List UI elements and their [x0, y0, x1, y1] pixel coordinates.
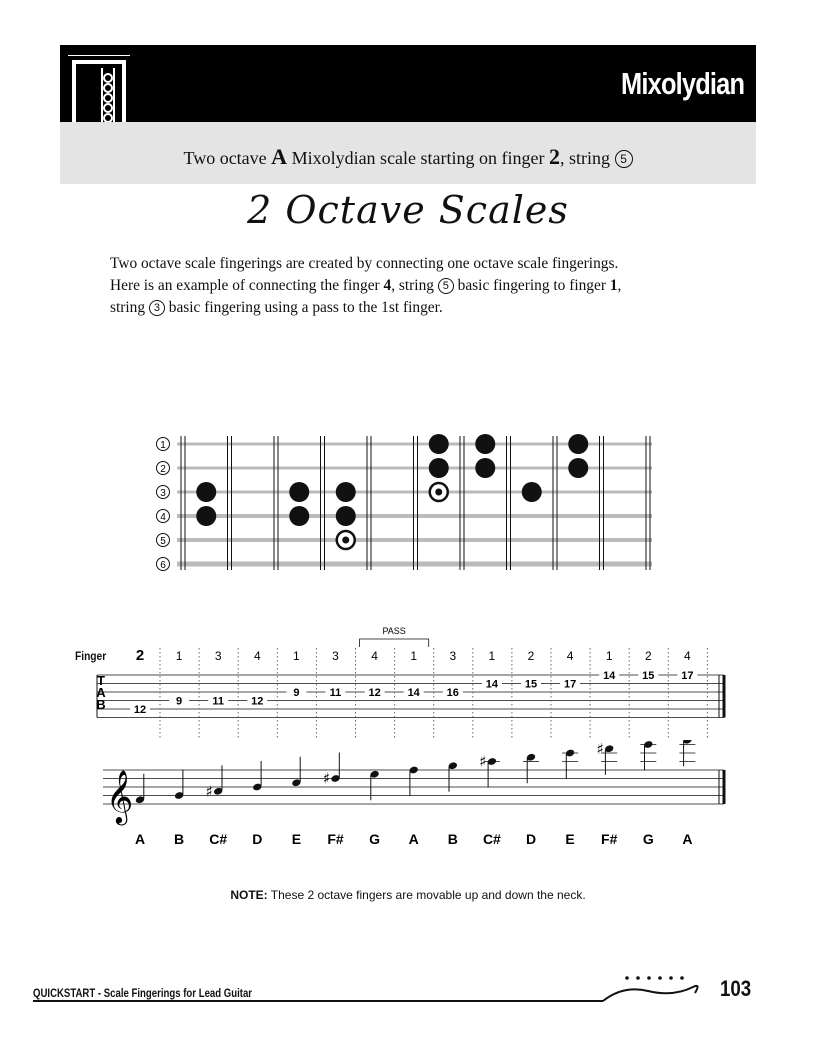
finger-number: 4	[371, 649, 378, 663]
note-dot	[196, 506, 216, 526]
sharp-icon: ♯	[205, 782, 213, 801]
string-number: 6	[160, 560, 166, 571]
page-number: 103	[720, 976, 752, 1001]
fret-number: 12	[133, 704, 147, 716]
note-dot	[568, 458, 588, 478]
note-name: E	[565, 831, 575, 847]
notation-staff	[0, 740, 816, 855]
note-dot	[336, 506, 356, 526]
note-dot	[196, 482, 216, 502]
note-dot	[475, 458, 495, 478]
fret-number: 15	[642, 670, 655, 682]
finger-number: 4	[684, 649, 691, 663]
note-name: B	[174, 831, 185, 847]
string-number: 1	[160, 440, 166, 451]
fret-number: 16	[446, 687, 459, 699]
finger-number: 3	[214, 649, 222, 663]
note-name: A	[408, 831, 419, 847]
fret-number: 14	[603, 670, 616, 682]
page-title: Mixolydian	[620, 66, 744, 101]
sharp-icon: ♯	[479, 752, 487, 771]
note-name: C#	[209, 831, 228, 847]
fret-number: 12	[368, 687, 381, 699]
fret-number: 17	[681, 670, 694, 682]
tab-letter: T	[97, 673, 105, 688]
finger-label: Finger	[75, 649, 107, 663]
note-dot	[289, 482, 309, 502]
note-name: B	[447, 831, 458, 847]
sharp-icon: ♯	[322, 769, 331, 788]
note-name: G	[369, 831, 381, 847]
finger-number: 1	[410, 649, 418, 663]
scale-subheader	[60, 122, 756, 184]
note-name: D	[525, 831, 537, 847]
fret-number: 11	[329, 687, 342, 699]
string-number: 5	[160, 536, 166, 547]
treble-clef-icon: 𝄞	[106, 769, 134, 823]
note-name: D	[252, 831, 263, 847]
note-text: NOTE: These 2 octave fingers are movable up and down the neck.	[230, 888, 586, 902]
finger-number: 4	[253, 649, 261, 663]
string-number: 4	[160, 512, 166, 523]
fret-number: 14	[485, 678, 499, 691]
pass-label: PASS	[382, 626, 406, 636]
fret-number: 15	[524, 678, 538, 691]
note-dot	[522, 482, 542, 502]
tab-letter: B	[96, 697, 106, 712]
note-name: A	[134, 831, 146, 847]
note-name: C#	[482, 831, 501, 847]
finger-number: 1	[488, 649, 496, 663]
finger-number: 2	[644, 649, 652, 663]
fret-number: 11	[212, 695, 225, 708]
finger-number: 2	[135, 647, 145, 664]
footer-guitar-rule	[33, 965, 713, 1010]
finger-number: 3	[332, 649, 339, 663]
section-title: 2 Octave Scales	[247, 188, 569, 232]
finger-number: 1	[175, 649, 183, 663]
fretboard-diagram	[0, 430, 816, 580]
intro-paragraph: Two octave scale fingerings are created by connecting one octave scale fingerings. Here is an example of connecting the finger 4, string 5 basic fingering to finger 1, string 3 basic fingering using a pass to the 1st finger.	[110, 255, 622, 316]
tab-staff	[0, 620, 816, 745]
note-dot	[289, 506, 309, 526]
note-name: A	[682, 831, 693, 847]
finger-number: 1	[293, 649, 300, 663]
finger-number: 1	[605, 649, 613, 663]
fret-number: 17	[563, 678, 577, 691]
tab-letter: A	[96, 685, 106, 700]
sharp-icon: ♯	[596, 740, 604, 758]
note-name: F#	[601, 831, 618, 847]
string-circle: 5	[615, 150, 633, 168]
fret-number: 12	[251, 695, 264, 708]
finger-number: 4	[566, 649, 574, 663]
finger-number: 2	[527, 649, 535, 663]
pass-bracket	[360, 639, 429, 647]
root-note-center	[435, 489, 442, 496]
finger-number: 3	[449, 649, 457, 663]
fret-number: 9	[293, 687, 300, 699]
note-dot	[475, 434, 495, 454]
note-name: E	[291, 831, 302, 847]
fret-number: 9	[176, 695, 183, 708]
note-dot	[429, 458, 449, 478]
string-number: 3	[160, 488, 166, 499]
note-dot	[429, 434, 449, 454]
string-number: 2	[160, 464, 166, 475]
note-name: G	[642, 831, 654, 847]
note-dot	[568, 434, 588, 454]
note-dot	[336, 482, 356, 502]
root-note-center	[342, 537, 349, 544]
note-name: F#	[327, 831, 344, 847]
fret-number: 14	[407, 687, 420, 699]
subheader-text: Two octave A Mixolydian scale starting on finger 2, string 5	[60, 144, 756, 170]
footer-book-title: QUICKSTART - Scale Fingerings for Lead Guitar	[33, 986, 253, 1000]
